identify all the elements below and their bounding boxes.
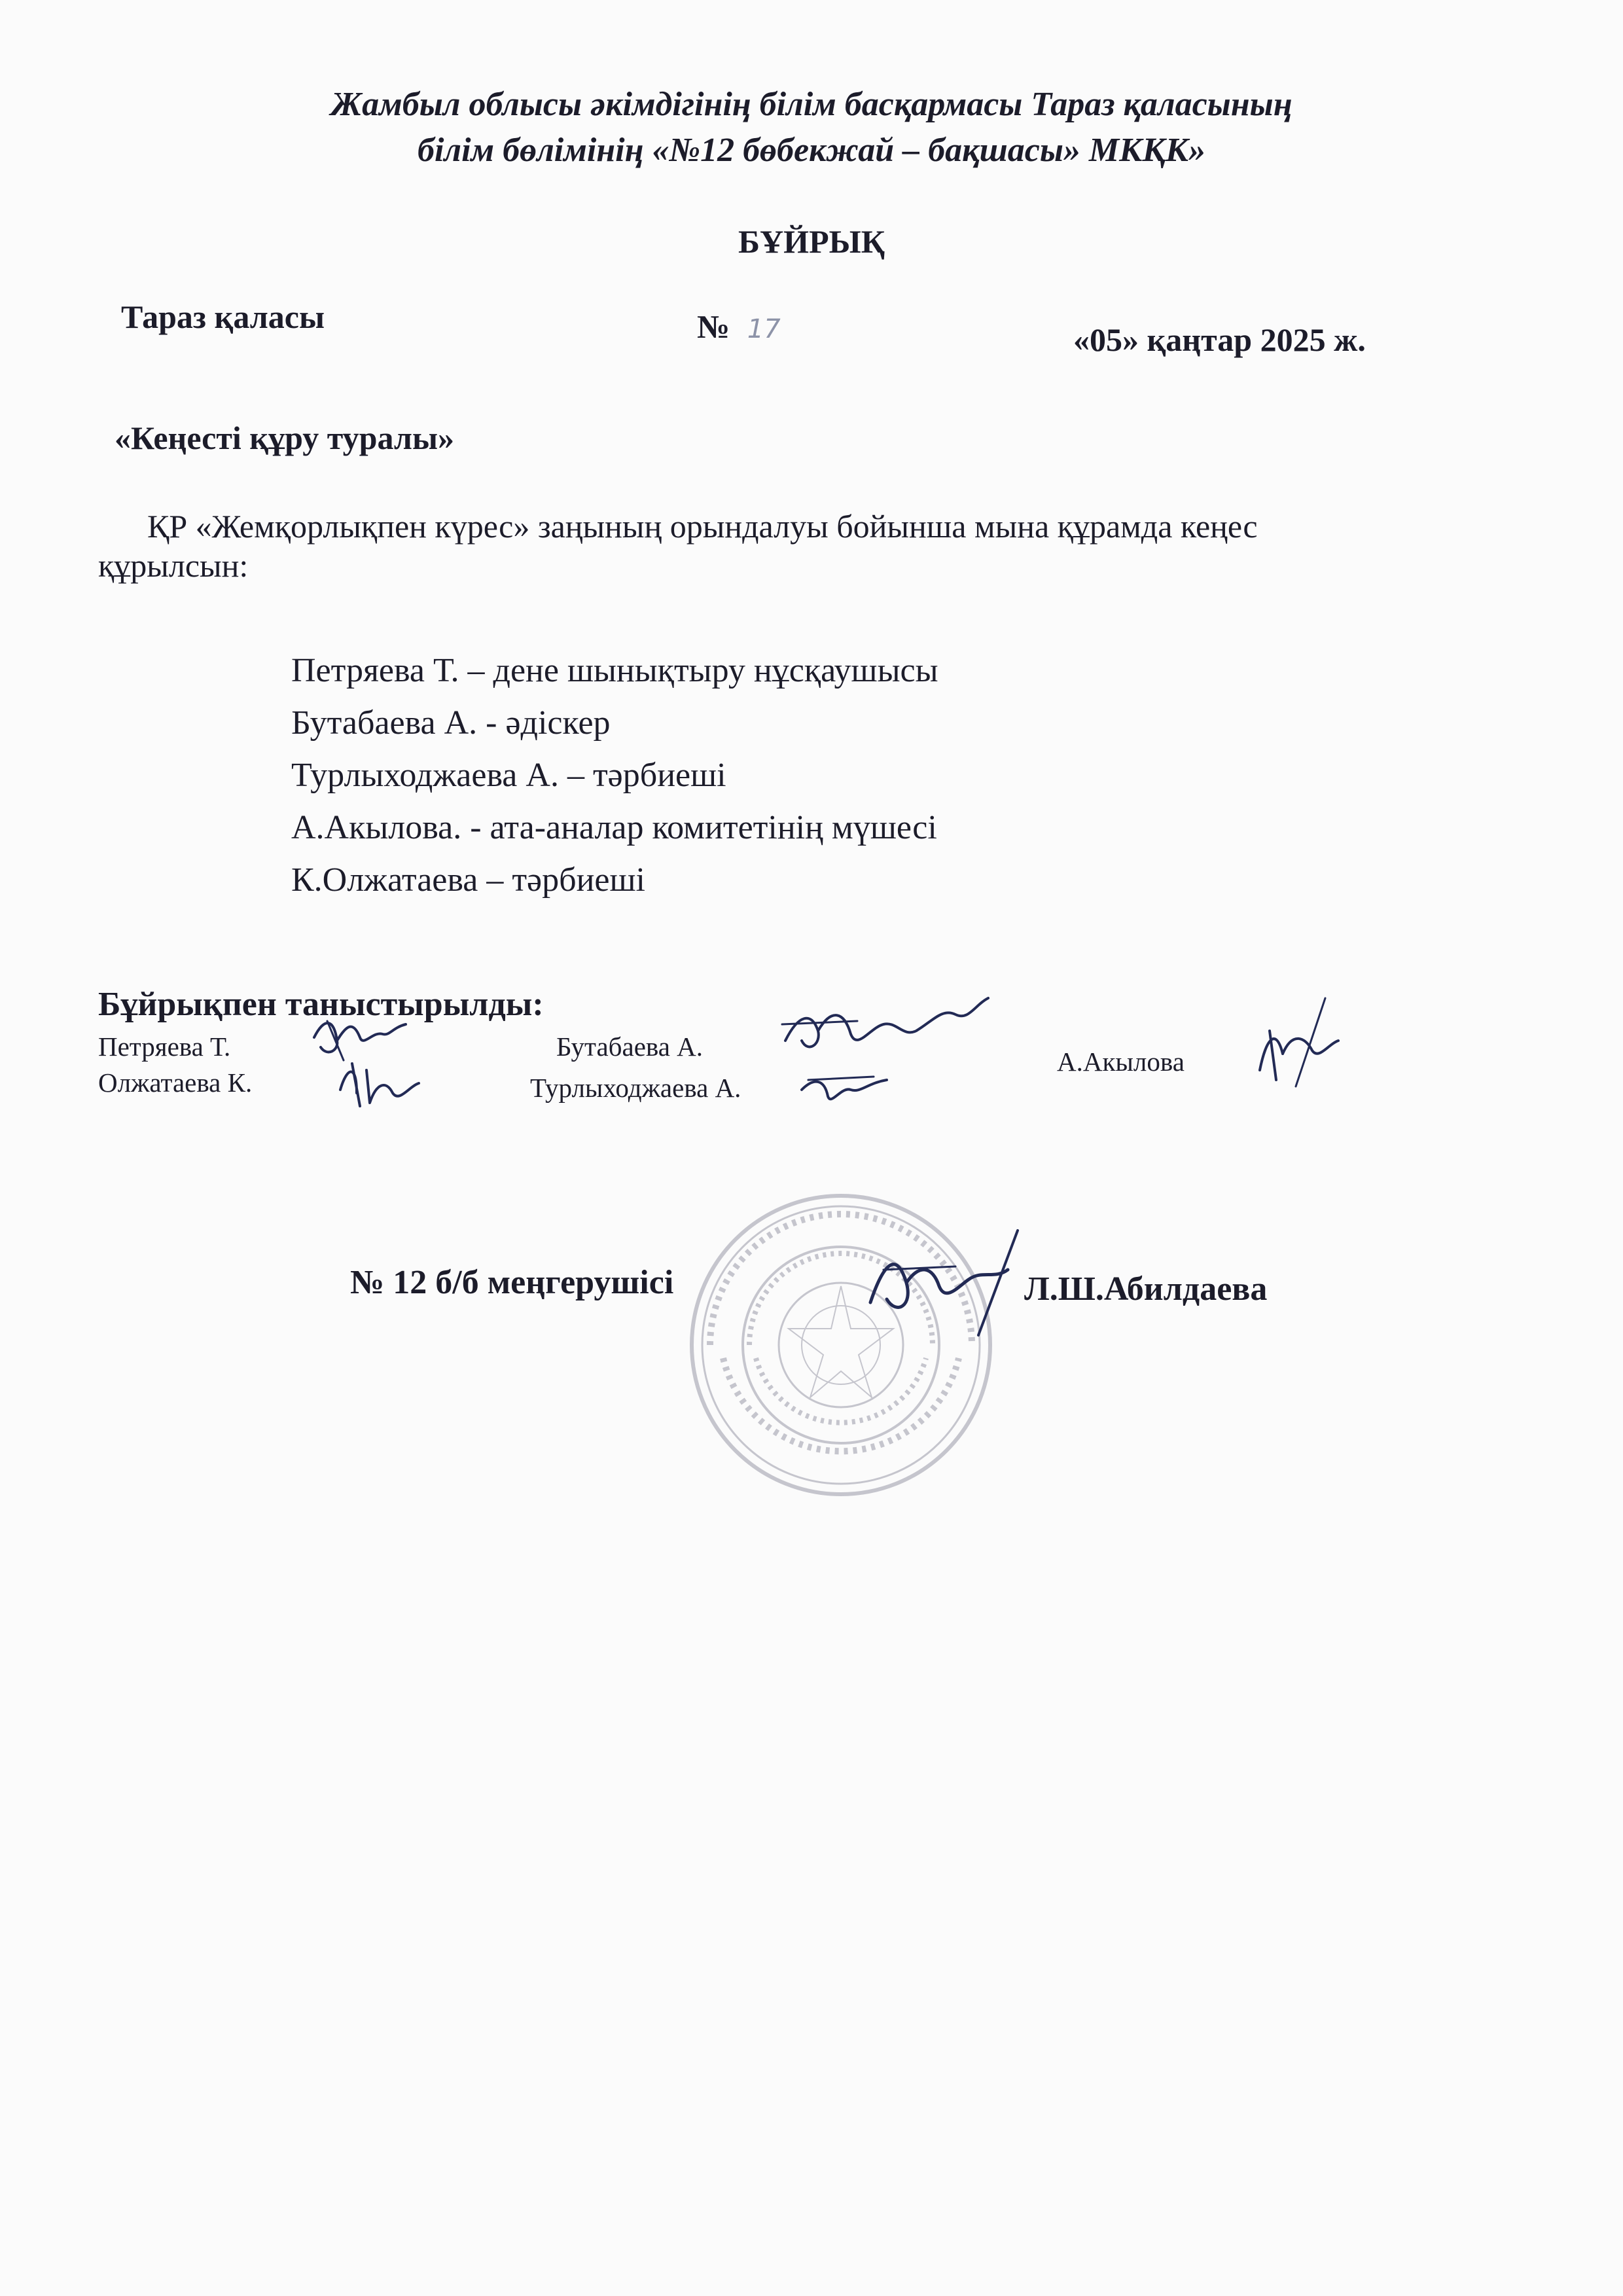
head-position: № 12 б/б меңгерушісі xyxy=(350,1264,674,1301)
body-paragraph-line-2: құрылсын: xyxy=(98,547,249,584)
ack-name-petryaeva: Петряева Т. xyxy=(98,1031,231,1062)
city-label: Тараз қаласы xyxy=(121,298,325,335)
order-date: «05» қаңтар 2025 ж. xyxy=(1073,321,1366,358)
body-paragraph-line-1: ҚР «Жемқорлықпен күрес» заңының орындалуы бойынша мына құрамда кеңес xyxy=(147,508,1258,545)
member-5: К.Олжатаева – тәрбиеші xyxy=(291,861,645,899)
signature-head xyxy=(857,1224,1034,1342)
member-4: А.Акылова. - ата-аналар комитетінің мүшесі xyxy=(291,809,937,846)
number-sign: № xyxy=(697,308,730,345)
order-number xyxy=(697,308,781,346)
header-line-1: Жамбыл облысы әкімдігінің білім басқармасы Тараз қаласының xyxy=(330,86,1293,123)
ack-name-akylova: А.Акылова xyxy=(1057,1047,1185,1077)
signature-turlykhodzhaeva xyxy=(795,1067,893,1113)
ack-name-turlykhodzhaeva: Турлыходжаева А. xyxy=(530,1073,741,1103)
member-1: Петряева Т. – дене шынықтыру нұсқаушысы xyxy=(291,652,938,689)
order-subject: «Кеңесті құру туралы» xyxy=(115,420,454,456)
signature-akylova xyxy=(1247,992,1345,1090)
head-name: Л.Ш.Абилдаева xyxy=(1024,1270,1268,1308)
ack-name-olzhataeva: Олжатаева К. xyxy=(98,1067,253,1098)
acknowledgement-heading: Бұйрықпен таныстырылды: xyxy=(98,986,544,1023)
signature-olzhataeva xyxy=(334,1057,425,1109)
header-line-2: білім бөлімінің «№12 бөбекжай – бақшасы» МКҚК» xyxy=(418,132,1205,169)
member-3: Турлыходжаева А. – тәрбиеші xyxy=(291,757,726,794)
ack-name-butabaeva: Бутабаева А. xyxy=(556,1031,704,1062)
number-value: 17 xyxy=(747,314,781,344)
document-title: БҰЙРЫҚ xyxy=(738,223,885,260)
member-2: Бутабаева А. - әдіскер xyxy=(291,704,611,742)
